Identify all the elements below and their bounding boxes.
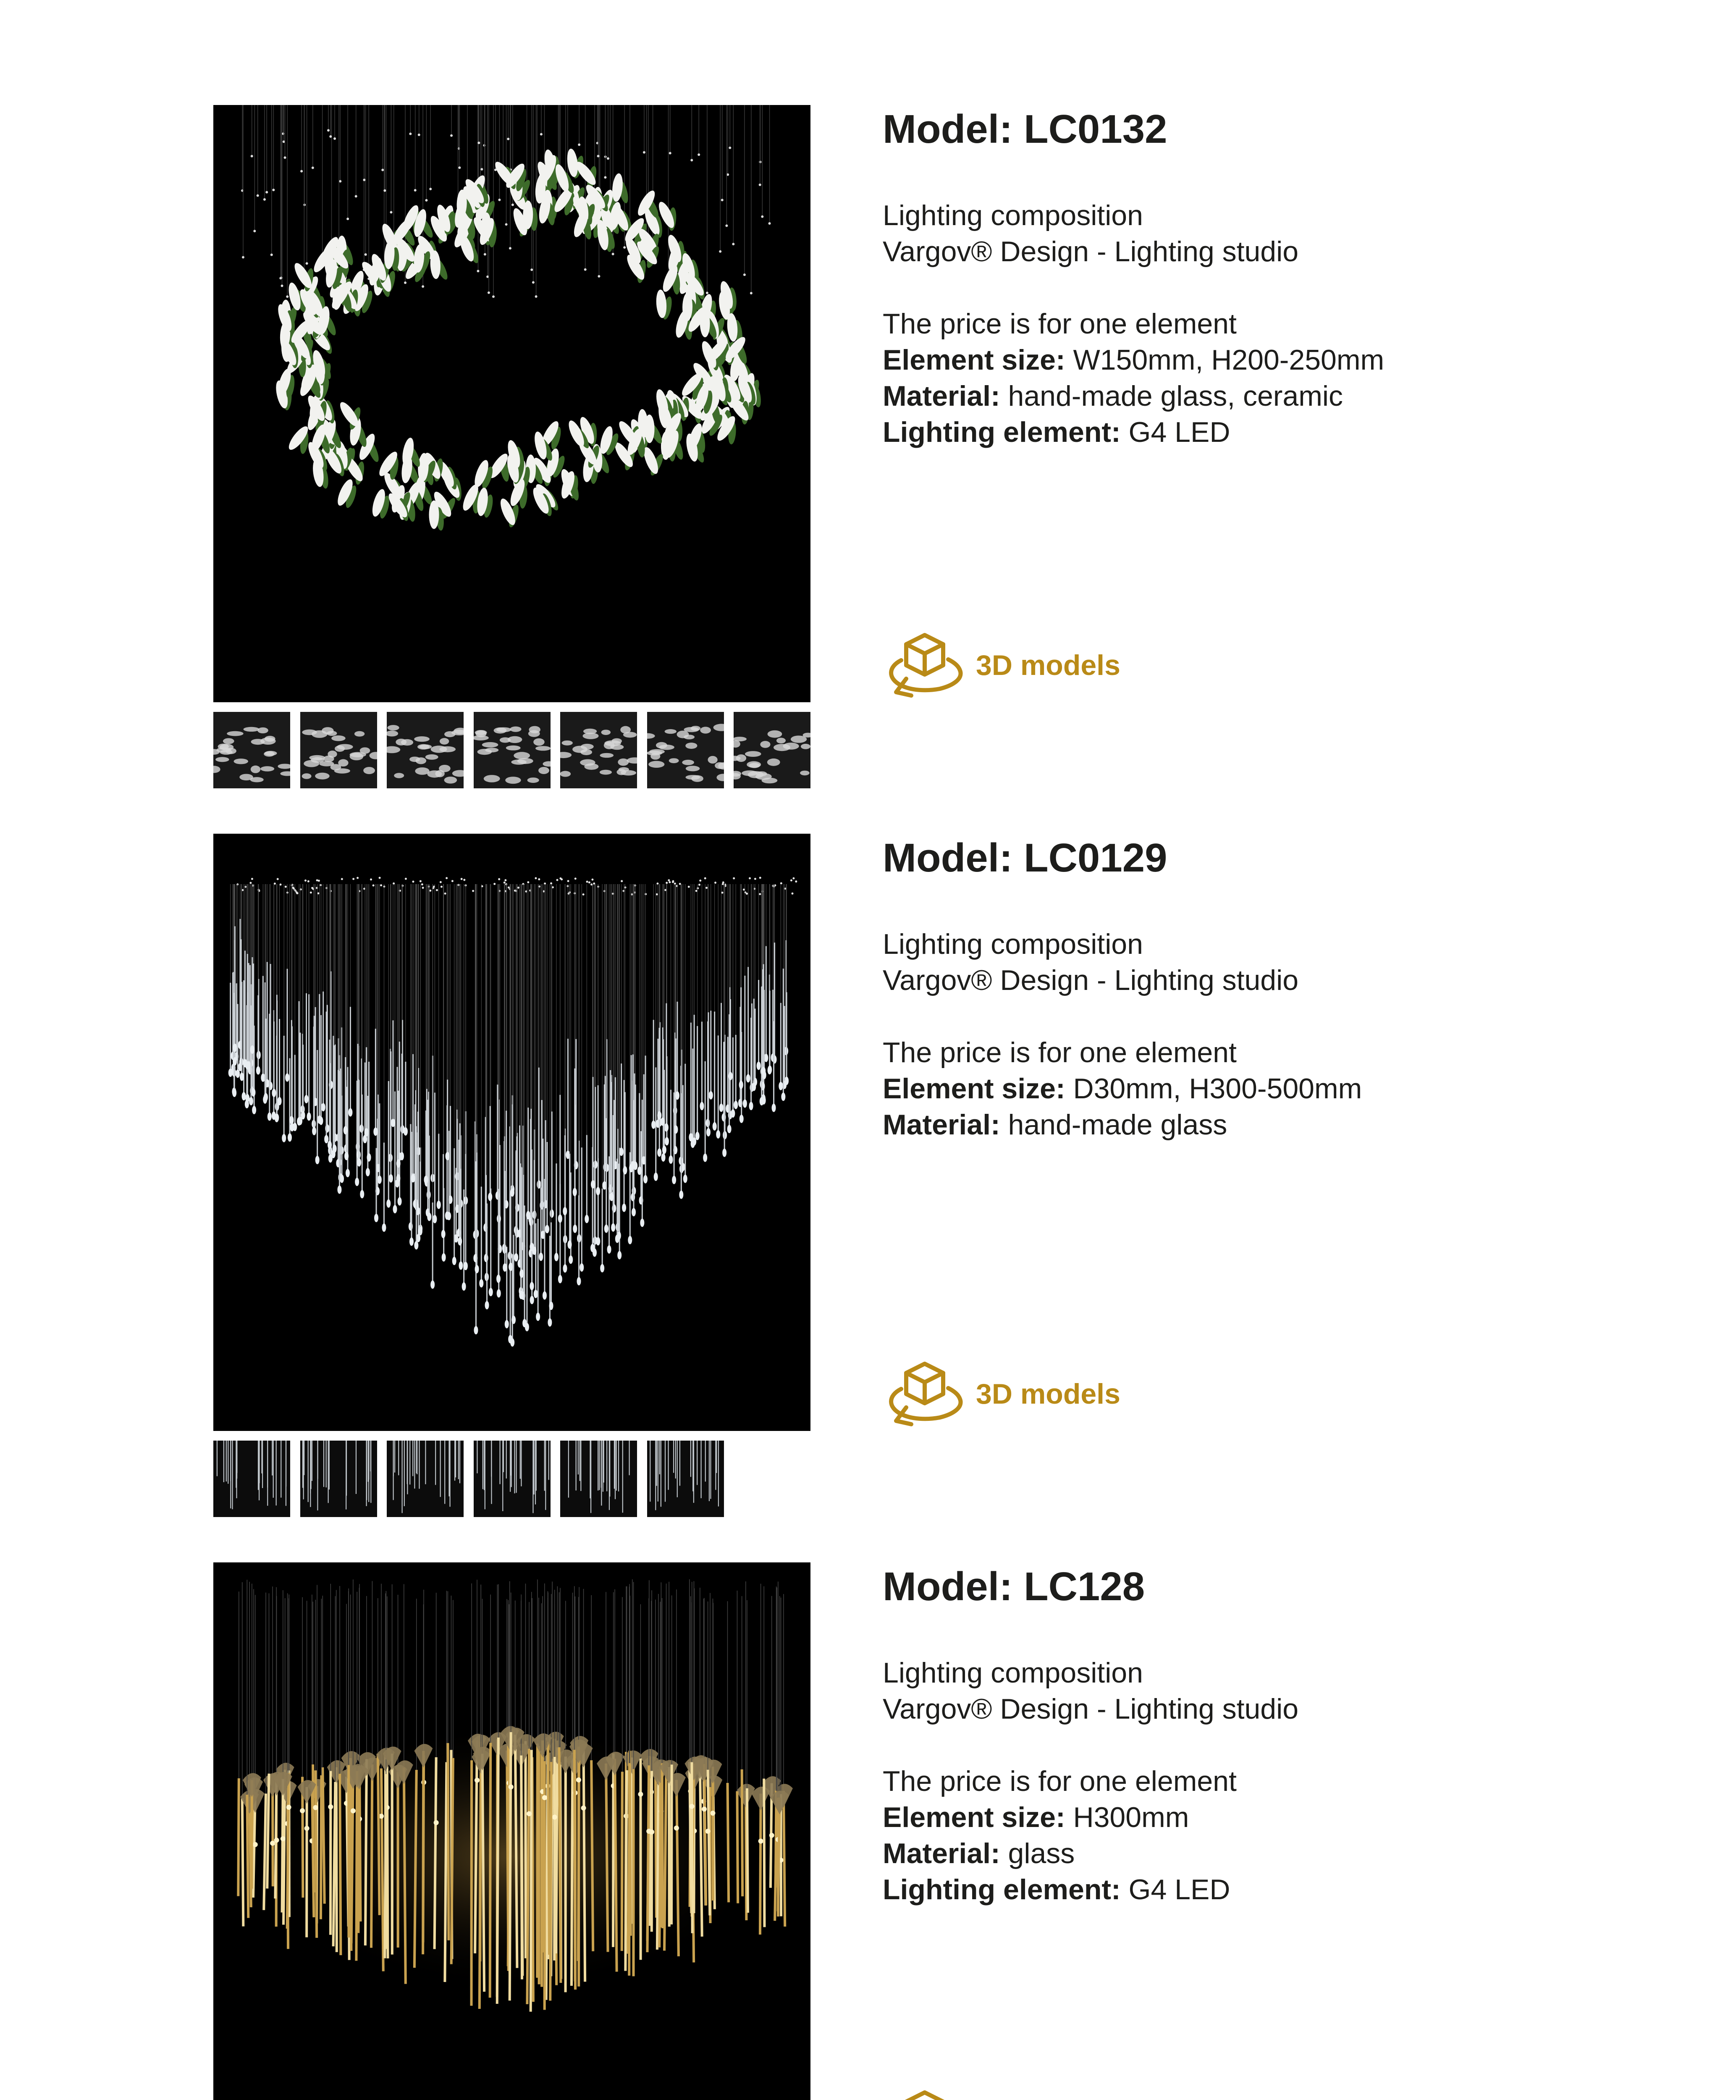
product-main-image[interactable] xyxy=(213,1562,810,2100)
thumbnail-image[interactable] xyxy=(387,1441,464,1517)
spec-value: D30mm, H300-500mm xyxy=(1065,1073,1362,1105)
price-note: The price is for one element xyxy=(883,1037,1237,1068)
product-main-image[interactable] xyxy=(213,105,810,702)
spec-value: hand-made glass xyxy=(1000,1109,1227,1141)
model-title: Model: LC128 xyxy=(883,1564,1145,1609)
spec-value: H300mm xyxy=(1065,1801,1189,1833)
3d-models-label: 3D models xyxy=(976,1378,1120,1410)
spec-row xyxy=(883,342,1384,378)
product-specs xyxy=(883,1763,1237,1908)
spec-row xyxy=(883,1799,1237,1835)
spec-row xyxy=(883,414,1384,450)
product-main-image[interactable] xyxy=(213,834,810,1431)
price-note: The price is for one element xyxy=(883,308,1237,340)
product-specs xyxy=(883,1034,1362,1143)
thumbnail-image[interactable] xyxy=(474,1441,551,1517)
spec-label: Lighting element: xyxy=(883,1874,1121,1906)
3d-models-label: 3D models xyxy=(976,649,1120,681)
thumbnail-image[interactable] xyxy=(560,712,637,788)
subtitle-line: Vargov® Design - Lighting studio xyxy=(883,1693,1299,1725)
model-title: Model: LC0132 xyxy=(883,107,1167,152)
thumbnail-strip xyxy=(213,1441,810,1517)
3d-models-link[interactable] xyxy=(883,2087,1120,2100)
spec-label: Element size: xyxy=(883,1073,1065,1105)
product-subtitle xyxy=(883,926,1298,998)
spec-value: G4 LED xyxy=(1120,1874,1230,1906)
subtitle-line: Lighting composition xyxy=(883,928,1143,960)
price-note: The price is for one element xyxy=(883,1765,1237,1797)
product-subtitle xyxy=(883,1655,1298,1727)
subtitle-line: Vargov® Design - Lighting studio xyxy=(883,964,1299,996)
3d-models-link[interactable] xyxy=(883,630,1120,701)
3d-rotate-cube-icon xyxy=(883,630,967,701)
3d-models-link[interactable] xyxy=(883,1359,1120,1429)
spec-row xyxy=(883,1872,1237,1908)
subtitle-line: Vargov® Design - Lighting studio xyxy=(883,236,1299,268)
spec-label: Material: xyxy=(883,380,1000,412)
spec-value: W150mm, H200-250mm xyxy=(1065,344,1385,376)
subtitle-line: Lighting composition xyxy=(883,200,1143,231)
product-lc128 xyxy=(0,1562,1736,2100)
product-lc0132 xyxy=(0,105,1736,794)
thumbnail-image[interactable] xyxy=(560,1441,637,1517)
thumbnail-image[interactable] xyxy=(213,1441,290,1517)
product-specs xyxy=(883,306,1384,450)
3d-rotate-cube-icon xyxy=(883,2087,967,2100)
thumbnail-image[interactable] xyxy=(647,712,724,788)
thumbnail-image[interactable] xyxy=(734,712,810,788)
spec-value: glass xyxy=(1000,1838,1075,1869)
thumbnail-image[interactable] xyxy=(387,712,464,788)
spec-label: Lighting element: xyxy=(883,416,1121,448)
spec-row xyxy=(883,1107,1362,1143)
subtitle-line: Lighting composition xyxy=(883,1657,1143,1689)
product-subtitle xyxy=(883,197,1298,270)
spec-label: Material: xyxy=(883,1109,1000,1141)
spec-label: Element size: xyxy=(883,344,1065,376)
spec-row xyxy=(883,1071,1362,1107)
model-title: Model: LC0129 xyxy=(883,835,1167,880)
thumbnail-image[interactable] xyxy=(300,712,377,788)
spec-value: G4 LED xyxy=(1120,416,1230,448)
3d-rotate-cube-icon xyxy=(883,1359,967,1429)
thumbnail-strip xyxy=(213,712,810,788)
spec-label: Element size: xyxy=(883,1801,1065,1833)
product-lc0129 xyxy=(0,834,1736,1522)
thumbnail-image[interactable] xyxy=(213,712,290,788)
thumbnail-image[interactable] xyxy=(647,1441,724,1517)
spec-value: hand-made glass, ceramic xyxy=(1000,380,1343,412)
thumbnail-image[interactable] xyxy=(300,1441,377,1517)
spec-label: Material: xyxy=(883,1838,1000,1869)
thumbnail-image[interactable] xyxy=(474,712,551,788)
spec-row xyxy=(883,1835,1237,1872)
spec-row xyxy=(883,378,1384,414)
